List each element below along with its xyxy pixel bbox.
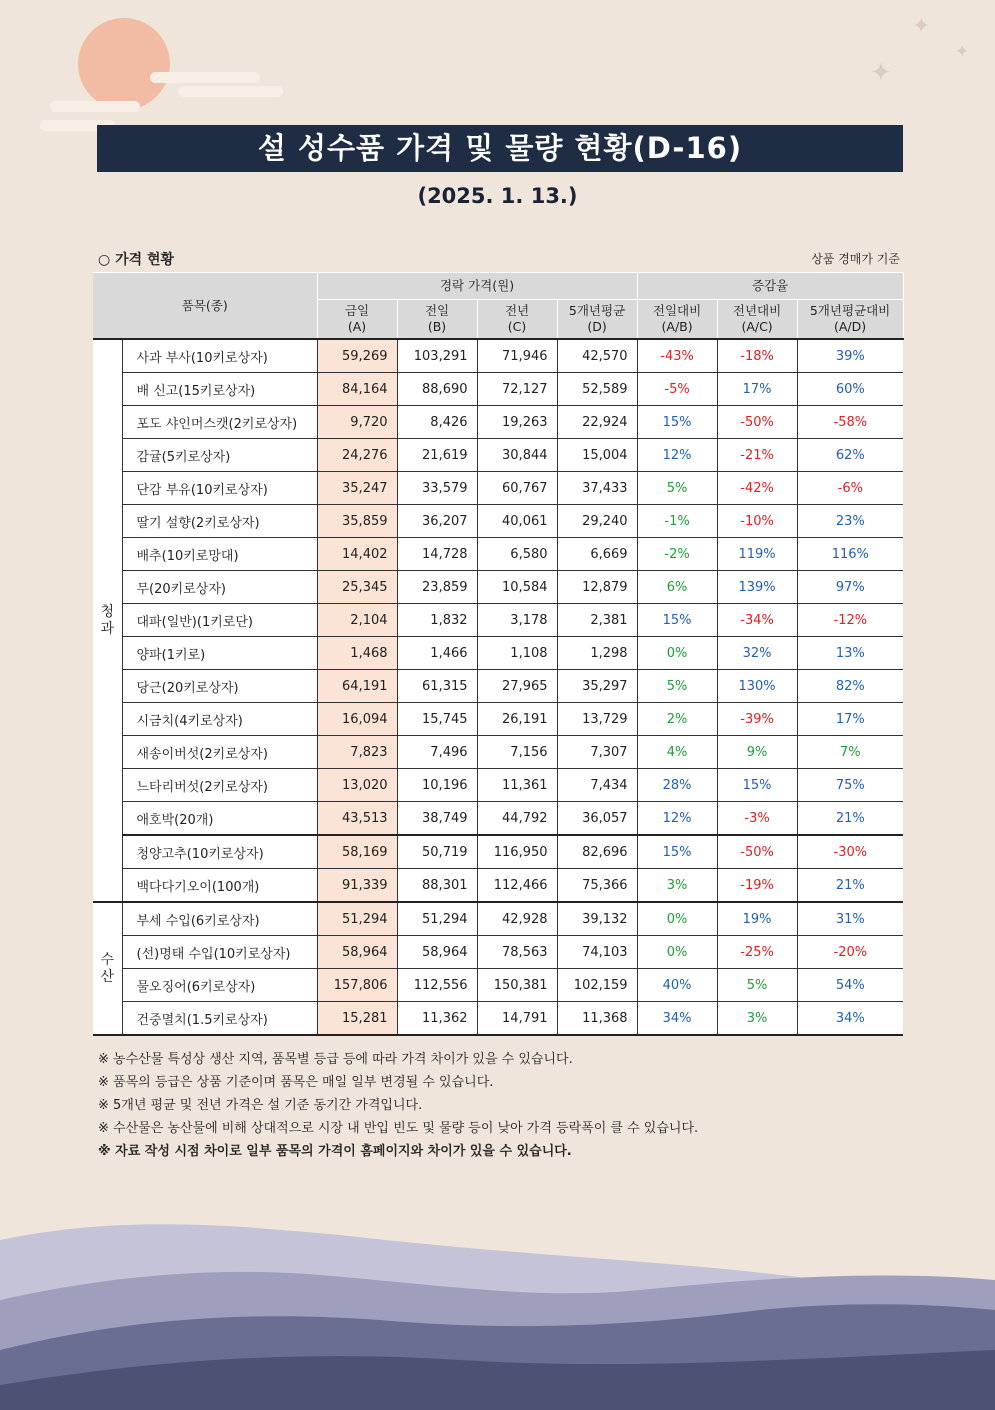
item-name: 사과 부사(10키로상자) [122, 339, 317, 373]
price-today: 43,513 [317, 802, 397, 836]
rate-vs-prev-day: 12% [637, 439, 717, 472]
price-prev-year: 6,580 [477, 538, 557, 571]
rate-vs-5yr-avg: 23% [797, 505, 903, 538]
price-prev-year: 7,156 [477, 736, 557, 769]
price-today: 35,247 [317, 472, 397, 505]
column-header: 전일대비 (A/B) [637, 300, 717, 340]
price-5yr-avg: 2,381 [557, 604, 637, 637]
price-prev-year: 116,950 [477, 835, 557, 869]
column-header: 5개년평균 (D) [557, 300, 637, 340]
rate-vs-prev-day: -5% [637, 373, 717, 406]
price-prev-day: 38,749 [397, 802, 477, 836]
rate-vs-prev-day: 12% [637, 802, 717, 836]
price-prev-day: 103,291 [397, 339, 477, 373]
price-prev-day: 11,362 [397, 1002, 477, 1036]
price-prev-day: 58,964 [397, 936, 477, 969]
decorative-sun [78, 18, 170, 110]
item-name: 배 신고(15키로상자) [122, 373, 317, 406]
price-prev-day: 1,832 [397, 604, 477, 637]
item-name: 물오징어(6키로상자) [122, 969, 317, 1002]
note-item: ※ 5개년 평균 및 전년 가격은 설 기준 동기간 가격입니다. [98, 1098, 423, 1113]
rate-vs-prev-year: -21% [717, 439, 797, 472]
price-prev-day: 36,207 [397, 505, 477, 538]
price-5yr-avg: 1,298 [557, 637, 637, 670]
price-5yr-avg: 82,696 [557, 835, 637, 869]
rate-vs-prev-day: 34% [637, 1002, 717, 1036]
price-5yr-avg: 11,368 [557, 1002, 637, 1036]
price-today: 59,269 [317, 339, 397, 373]
price-5yr-avg: 7,307 [557, 736, 637, 769]
rate-vs-prev-year: -50% [717, 835, 797, 869]
price-prev-year: 1,108 [477, 637, 557, 670]
item-name: 무(20키로상자) [122, 571, 317, 604]
rate-vs-5yr-avg: 60% [797, 373, 903, 406]
price-5yr-avg: 75,366 [557, 869, 637, 903]
price-today: 1,468 [317, 637, 397, 670]
rate-vs-prev-day: 0% [637, 902, 717, 936]
table-row [93, 339, 903, 373]
rate-vs-prev-year: 15% [717, 769, 797, 802]
price-prev-day: 8,426 [397, 406, 477, 439]
table-row [93, 637, 903, 670]
price-prev-year: 11,361 [477, 769, 557, 802]
rate-vs-5yr-avg: 116% [797, 538, 903, 571]
rate-vs-prev-day: 15% [637, 835, 717, 869]
note-item-bold: ※ 자료 작성 시점 차이로 일부 품목의 가격이 홈페이지와 차이가 있을 수 있습니다. [98, 1144, 572, 1159]
item-name: 대파(일반)(1키로단) [122, 604, 317, 637]
item-name: 건중멸치(1.5키로상자) [122, 1002, 317, 1036]
table-row [93, 538, 903, 571]
table-row [93, 835, 903, 869]
note-item: ※ 농수산물 특성상 생산 지역, 품목별 등급 등에 따라 가격 차이가 있을 수 있습니다. [98, 1052, 573, 1067]
price-5yr-avg: 74,103 [557, 936, 637, 969]
rate-vs-5yr-avg: -30% [797, 835, 903, 869]
rate-vs-5yr-avg: 7% [797, 736, 903, 769]
category-cell: 청 과 [93, 339, 122, 902]
rate-vs-prev-year: 139% [717, 571, 797, 604]
note-item: ※ 수산물은 농산물에 비해 상대적으로 시장 내 반입 빈도 및 물량 등이 낮아 가격 등락폭이 클 수 있습니다. [98, 1121, 699, 1136]
rate-vs-prev-year: 3% [717, 1002, 797, 1036]
rate-vs-5yr-avg: 75% [797, 769, 903, 802]
item-name: 부세 수입(6키로상자) [122, 902, 317, 936]
price-prev-day: 10,196 [397, 769, 477, 802]
notes [98, 1048, 698, 1163]
price-prev-year: 10,584 [477, 571, 557, 604]
price-prev-day: 7,496 [397, 736, 477, 769]
price-prev-day: 50,719 [397, 835, 477, 869]
note-item: ※ 품목의 등급은 상품 기준이며 품목은 매일 일부 변경될 수 있습니다. [98, 1075, 494, 1090]
price-prev-year: 44,792 [477, 802, 557, 836]
price-prev-year: 27,965 [477, 670, 557, 703]
table-row [93, 1002, 903, 1036]
rate-vs-prev-year: -42% [717, 472, 797, 505]
price-prev-year: 71,946 [477, 339, 557, 373]
rate-vs-5yr-avg: 21% [797, 802, 903, 836]
price-today: 91,339 [317, 869, 397, 903]
rate-vs-prev-year: 5% [717, 969, 797, 1002]
rate-vs-prev-day: 3% [637, 869, 717, 903]
rate-vs-5yr-avg: 34% [797, 1002, 903, 1036]
price-today: 2,104 [317, 604, 397, 637]
price-prev-year: 42,928 [477, 902, 557, 936]
rate-vs-5yr-avg: 13% [797, 637, 903, 670]
table-row [93, 969, 903, 1002]
bird-icon: ✦ [912, 14, 931, 39]
price-group-header: 경락 가격(원) [317, 273, 637, 300]
rate-vs-prev-year: 17% [717, 373, 797, 406]
rate-vs-prev-year: 130% [717, 670, 797, 703]
price-today: 157,806 [317, 969, 397, 1002]
item-header: 품목(종) [93, 273, 317, 340]
rate-vs-prev-year: -10% [717, 505, 797, 538]
rate-vs-prev-day: 40% [637, 969, 717, 1002]
price-prev-day: 23,859 [397, 571, 477, 604]
decorative-cloud [150, 72, 260, 83]
price-prev-day: 61,315 [397, 670, 477, 703]
rate-vs-5yr-avg: 17% [797, 703, 903, 736]
price-prev-day: 1,466 [397, 637, 477, 670]
price-prev-year: 40,061 [477, 505, 557, 538]
table-row [93, 439, 903, 472]
price-today: 58,169 [317, 835, 397, 869]
price-5yr-avg: 36,057 [557, 802, 637, 836]
item-name: 배추(10키로망대) [122, 538, 317, 571]
price-today: 14,402 [317, 538, 397, 571]
table-row [93, 869, 903, 903]
item-name: 단감 부유(10키로상자) [122, 472, 317, 505]
table-row [93, 472, 903, 505]
price-today: 58,964 [317, 936, 397, 969]
price-5yr-avg: 6,669 [557, 538, 637, 571]
price-today: 25,345 [317, 571, 397, 604]
price-5yr-avg: 22,924 [557, 406, 637, 439]
rate-vs-prev-day: 4% [637, 736, 717, 769]
rate-vs-prev-year: -19% [717, 869, 797, 903]
rate-vs-5yr-avg: -12% [797, 604, 903, 637]
table-row [93, 571, 903, 604]
table-row [93, 769, 903, 802]
price-5yr-avg: 42,570 [557, 339, 637, 373]
rate-vs-5yr-avg: 82% [797, 670, 903, 703]
rate-vs-5yr-avg: -58% [797, 406, 903, 439]
item-name: 청양고추(10키로상자) [122, 835, 317, 869]
rate-vs-prev-year: -18% [717, 339, 797, 373]
price-5yr-avg: 15,004 [557, 439, 637, 472]
rate-vs-prev-year: 119% [717, 538, 797, 571]
rate-group-header: 증감율 [637, 273, 903, 300]
item-name: 백다다기오이(100개) [122, 869, 317, 903]
rate-vs-prev-day: 15% [637, 604, 717, 637]
rate-vs-prev-year: -34% [717, 604, 797, 637]
column-header: 전일 (B) [397, 300, 477, 340]
rate-vs-prev-day: 15% [637, 406, 717, 439]
report-date: (2025. 1. 13.) [417, 184, 578, 208]
column-header: 금일 (A) [317, 300, 397, 340]
price-prev-year: 14,791 [477, 1002, 557, 1036]
price-5yr-avg: 52,589 [557, 373, 637, 406]
rate-vs-prev-day: 0% [637, 936, 717, 969]
item-name: 새송이버섯(2키로상자) [122, 736, 317, 769]
rate-vs-prev-year: -50% [717, 406, 797, 439]
price-prev-day: 15,745 [397, 703, 477, 736]
price-prev-year: 30,844 [477, 439, 557, 472]
price-prev-day: 14,728 [397, 538, 477, 571]
item-name: 포도 샤인머스캣(2키로상자) [122, 406, 317, 439]
price-prev-day: 112,556 [397, 969, 477, 1002]
price-today: 16,094 [317, 703, 397, 736]
rate-vs-prev-year: -3% [717, 802, 797, 836]
rate-vs-5yr-avg: -6% [797, 472, 903, 505]
item-name: (선)명태 수입(10키로상자) [122, 936, 317, 969]
rate-vs-prev-year: 9% [717, 736, 797, 769]
price-5yr-avg: 29,240 [557, 505, 637, 538]
rate-vs-prev-year: -25% [717, 936, 797, 969]
rate-vs-5yr-avg: 39% [797, 339, 903, 373]
rate-vs-prev-day: 2% [637, 703, 717, 736]
table-row [93, 802, 903, 836]
price-prev-day: 88,690 [397, 373, 477, 406]
price-table [93, 272, 904, 1036]
price-today: 51,294 [317, 902, 397, 936]
price-prev-year: 3,178 [477, 604, 557, 637]
rate-vs-5yr-avg: 54% [797, 969, 903, 1002]
rate-vs-prev-day: 0% [637, 637, 717, 670]
table-row [93, 902, 903, 936]
price-5yr-avg: 12,879 [557, 571, 637, 604]
page-title: 설 성수품 가격 및 물량 현황(D-16) [97, 125, 903, 172]
rate-vs-5yr-avg: 31% [797, 902, 903, 936]
price-prev-year: 19,263 [477, 406, 557, 439]
rate-vs-prev-day: 28% [637, 769, 717, 802]
price-5yr-avg: 39,132 [557, 902, 637, 936]
table-row [93, 604, 903, 637]
price-5yr-avg: 7,434 [557, 769, 637, 802]
table-row [93, 505, 903, 538]
price-prev-day: 33,579 [397, 472, 477, 505]
decorative-cloud [178, 86, 283, 97]
price-5yr-avg: 37,433 [557, 472, 637, 505]
rate-vs-prev-year: 32% [717, 637, 797, 670]
price-today: 84,164 [317, 373, 397, 406]
table-row [93, 670, 903, 703]
price-prev-year: 60,767 [477, 472, 557, 505]
item-name: 당근(20키로상자) [122, 670, 317, 703]
rate-vs-5yr-avg: -20% [797, 936, 903, 969]
item-name: 느타리버섯(2키로상자) [122, 769, 317, 802]
item-name: 딸기 설향(2키로상자) [122, 505, 317, 538]
category-cell: 수 산 [93, 902, 122, 1035]
price-today: 9,720 [317, 406, 397, 439]
price-today: 13,020 [317, 769, 397, 802]
item-name: 시금치(4키로상자) [122, 703, 317, 736]
rate-vs-prev-day: -2% [637, 538, 717, 571]
item-name: 감귤(5키로상자) [122, 439, 317, 472]
price-today: 35,859 [317, 505, 397, 538]
price-prev-year: 26,191 [477, 703, 557, 736]
rate-vs-5yr-avg: 21% [797, 869, 903, 903]
table-row [93, 406, 903, 439]
rate-vs-prev-year: -39% [717, 703, 797, 736]
rate-vs-prev-day: -43% [637, 339, 717, 373]
rate-vs-5yr-avg: 97% [797, 571, 903, 604]
column-header: 전년 (C) [477, 300, 557, 340]
price-prev-year: 78,563 [477, 936, 557, 969]
bird-icon: ✦ [870, 58, 892, 88]
rate-vs-prev-day: 5% [637, 670, 717, 703]
price-5yr-avg: 102,159 [557, 969, 637, 1002]
table-row [93, 936, 903, 969]
price-prev-day: 51,294 [397, 902, 477, 936]
decorative-mountains [0, 1210, 995, 1410]
price-prev-day: 21,619 [397, 439, 477, 472]
price-today: 64,191 [317, 670, 397, 703]
price-5yr-avg: 13,729 [557, 703, 637, 736]
price-prev-year: 150,381 [477, 969, 557, 1002]
table-row [93, 373, 903, 406]
rate-vs-5yr-avg: 62% [797, 439, 903, 472]
section-label: ○ 가격 현황 [98, 252, 175, 268]
table-row [93, 703, 903, 736]
price-today: 7,823 [317, 736, 397, 769]
rate-vs-prev-day: 6% [637, 571, 717, 604]
decorative-cloud [50, 101, 140, 112]
table-row [93, 736, 903, 769]
column-header: 5개년평균대비 (A/D) [797, 300, 903, 340]
price-today: 24,276 [317, 439, 397, 472]
column-header: 전년대비 (A/C) [717, 300, 797, 340]
price-5yr-avg: 35,297 [557, 670, 637, 703]
price-prev-year: 112,466 [477, 869, 557, 903]
price-today: 15,281 [317, 1002, 397, 1036]
price-prev-year: 72,127 [477, 373, 557, 406]
price-basis: 상품 경매가 기준 [811, 252, 900, 266]
item-name: 애호박(20개) [122, 802, 317, 836]
item-name: 양파(1키로) [122, 637, 317, 670]
bird-icon: ✦ [955, 42, 970, 62]
rate-vs-prev-year: 19% [717, 902, 797, 936]
rate-vs-prev-day: 5% [637, 472, 717, 505]
price-prev-day: 88,301 [397, 869, 477, 903]
rate-vs-prev-day: -1% [637, 505, 717, 538]
